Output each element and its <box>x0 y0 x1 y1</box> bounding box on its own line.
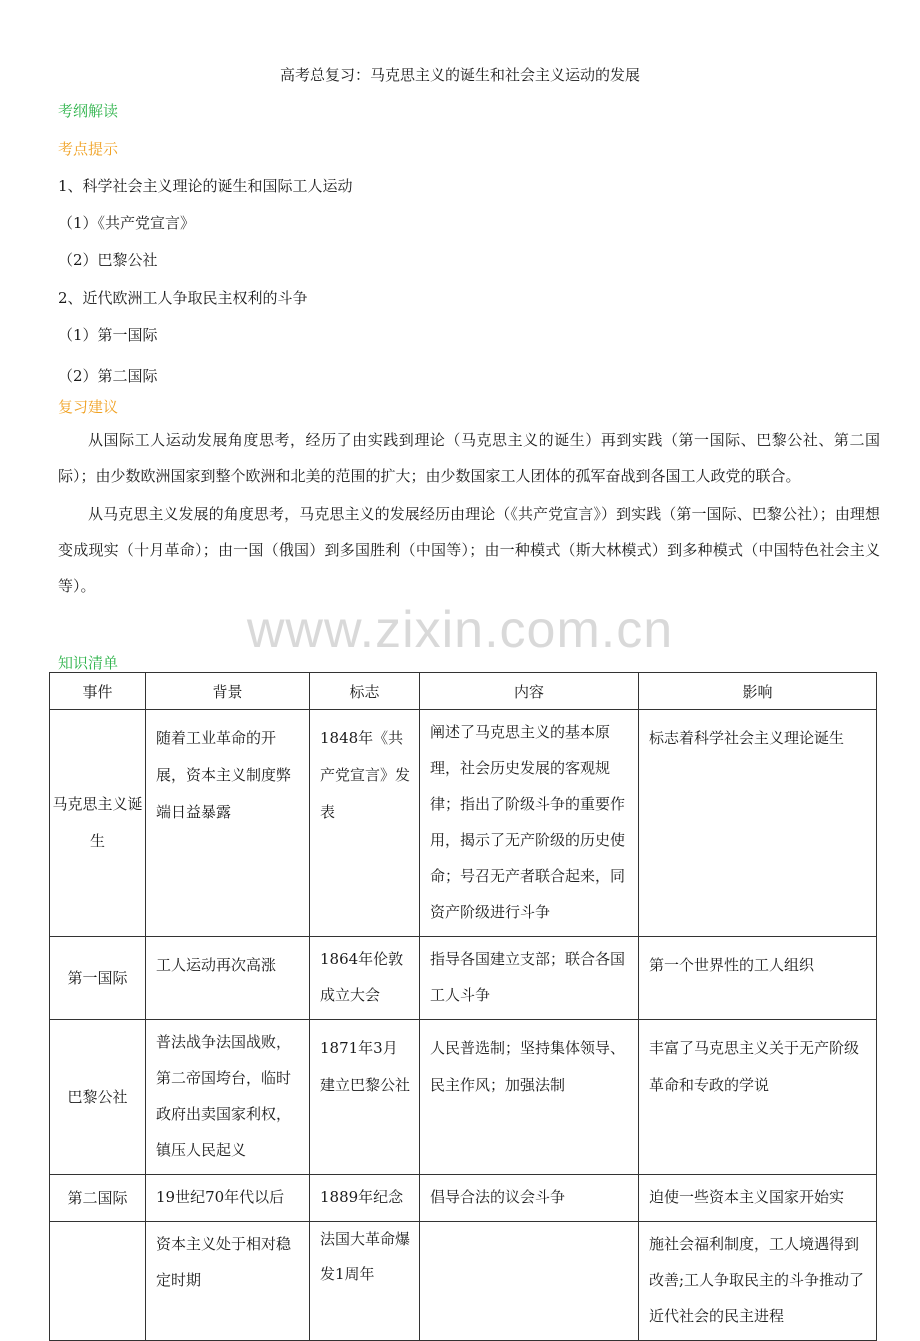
background-cell: 随着工业革命的开展，资本主义制度弊端日益暴露 <box>156 729 292 821</box>
event-cell <box>50 1222 146 1341</box>
mark-cell: 1889年纪念 <box>320 1188 404 1206</box>
impact-cell: 丰富了马克思主义关于无产阶级革命和专政的学说 <box>649 1039 860 1094</box>
content-cell: 人民普选制；坚持集体领导、民主作风；加强法制 <box>430 1039 626 1094</box>
column-header: 事件 <box>50 673 146 710</box>
table-row <box>50 710 877 937</box>
mark-cell: 1871年3月建立巴黎公社 <box>320 1039 411 1094</box>
mark-cell: 法国大革命爆发1周年 <box>320 1230 411 1283</box>
outline-item: （1）《共产党宣言》 <box>58 214 196 232</box>
column-header: 影响 <box>639 673 877 710</box>
section-heading-kaogang: 考纲解读 <box>58 102 119 120</box>
table-row <box>50 1175 877 1222</box>
event-cell: 巴黎公社 <box>50 1020 146 1175</box>
paragraph: 从马克思主义发展的角度思考，马克思主义的发展经历由理论（《共产党宣言》）到实践（第一国际、巴黎公社）；由理想变成现实（十月革命）；由一国（俄国）到多国胜利（中国等）；由一种模式（斯大林模式）到多种模式（中国特色社会主义等）。 <box>58 505 880 595</box>
impact-cell: 施社会福利制度，工人境遇得到改善;工人争取民主的斗争推动了近代社会的民主进程 <box>649 1235 865 1325</box>
outline-item: （2）巴黎公社 <box>58 251 158 269</box>
table-row <box>50 1020 877 1175</box>
column-header: 背景 <box>146 673 310 710</box>
paragraph: 从国际工人运动发展角度思考，经历了由实践到理论（马克思主义的诞生）再到实践（第一国际、巴黎公社、第二国际）；由少数欧洲国家到整个欧洲和北美的范围的扩大；由少数国家工人团体的孤军奋战到各国工人政党的联合。 <box>58 431 880 485</box>
event-cell: 第二国际 <box>50 1175 146 1222</box>
table-header-row <box>50 673 877 710</box>
impact-cell: 第一个世界性的工人组织 <box>649 956 815 974</box>
background-cell: 普法战争法国战败，第二帝国垮台，临时政府出卖国家利权，镇压人民起义 <box>156 1033 292 1159</box>
column-header: 标志 <box>310 673 420 710</box>
impact-cell: 迫使一些资本主义国家开始实 <box>649 1188 845 1206</box>
outline-item: 1、科学社会主义理论的诞生和国际工人运动 <box>58 177 353 195</box>
background-cell: 资本主义处于相对稳定时期 <box>156 1235 292 1289</box>
section-heading-zhishi: 知识清单 <box>58 654 119 672</box>
content-cell <box>420 1222 638 1238</box>
content-cell: 阐述了马克思主义的基本原理，社会历史发展的客观规律；指出了阶级斗争的重要作用，揭示了无产阶级的历史使命；号召无产者联合起来，同资产阶级进行斗争 <box>430 723 626 921</box>
knowledge-table <box>49 672 877 1341</box>
outline-item: （2）第二国际 <box>58 367 158 385</box>
column-header: 内容 <box>420 673 639 710</box>
background-cell: 工人运动再次高涨 <box>156 956 277 974</box>
event-cell: 第一国际 <box>50 937 146 1020</box>
content-cell: 指导各国建立支部；联合各国工人斗争 <box>430 950 626 1004</box>
page-title: 高考总复习：马克思主义的诞生和社会主义运动的发展 <box>279 66 640 84</box>
outline-item: 2、近代欧洲工人争取民主权利的斗争 <box>58 289 308 307</box>
content-cell: 倡导合法的议会斗争 <box>430 1188 566 1206</box>
event-cell: 马克思主义诞生 <box>50 710 146 937</box>
outline-item: （1）第一国际 <box>58 326 158 344</box>
background-cell: 19世纪70年代以后 <box>156 1188 285 1206</box>
watermark: www.zixin.com.cn <box>246 601 674 659</box>
mark-cell: 1848年《共产党宣言》发表 <box>320 729 411 821</box>
section-heading-fuxi: 复习建议 <box>58 398 119 416</box>
section-heading-kaodian: 考点提示 <box>58 140 119 158</box>
mark-cell: 1864年伦敦成立大会 <box>320 950 404 1004</box>
table-row <box>50 1222 877 1341</box>
impact-cell: 标志着科学社会主义理论诞生 <box>649 729 845 747</box>
table-row <box>50 937 877 1020</box>
